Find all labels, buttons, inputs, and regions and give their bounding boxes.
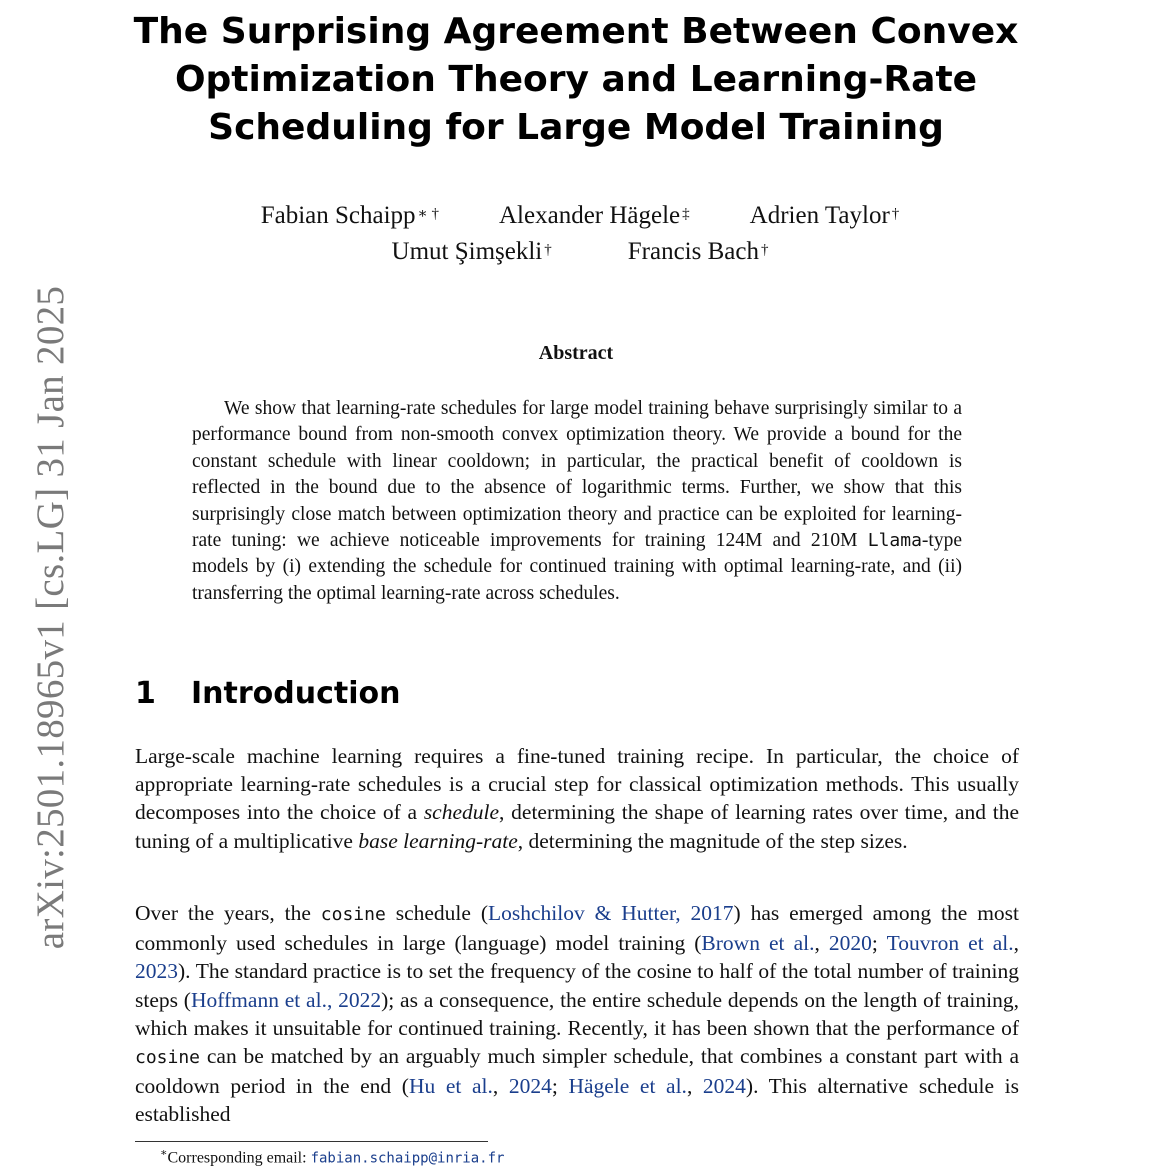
emphasis: schedule [423,800,500,825]
author: Umut Şimşekli † [391,238,552,265]
arxiv-side-identifier [8,285,93,950]
author-row-2 [150,234,1010,270]
title-line-1: The Surprising Agreement Between Convex [133,11,1019,52]
inline-code: cosine [320,904,386,925]
footnote-divider [135,1141,488,1142]
arxiv-id-text: arXiv:2501.18965v1 [cs.LG] 31 Jan 2025 [29,285,73,950]
author: Fabian Schaipp ∗ † [260,202,439,229]
title-line-3: Scheduling for Large Model Training [208,107,944,148]
section-number: 1 [135,676,156,711]
intro-paragraph-1: Large-scale machine learning requires a fine-tuned training recipe. In particular, the choice of appropriate learning-rate schedules is a crucial step for classical optimization methods. This usually decomposes into the choice of a schedule, determining the shape of learning rates over time, and the tuning of a multiplicative base learning-rate, determining the magnitude of the step sizes. [135,744,1019,853]
email-link[interactable]: fabian.schaipp@inria.fr [310,1150,505,1167]
author: Adrien Taylor † [749,202,900,229]
section-title: Introduction [191,676,401,711]
abstract-text: We show that learning-rate schedules for large model training behave surprisingly similar to a performance bound from non-smooth convex optimization theory. We provide a bound for the constant schedule with linear cooldown; in particular, the practical benefit of cooldown is reflected in the bound due to the absence of logarithmic terms. Further, we show that this surprisingly close match between optimization theory and practice can be exploited for learning-rate tuning: we achieve noticeable improvements for training 124M and 210M Llama-type models by (i) extending the schedule for continued training with optimal learning-rate, and (ii) transferring the optimal learning-rate across schedules. [192,398,962,604]
abstract-heading: Abstract [538,342,614,364]
citation-year-link[interactable]: 2020 [828,931,872,956]
author: Alexander Hägele ‡ [499,202,690,229]
citation-link[interactable]: Hu et al. [408,1074,493,1099]
author: Francis Bach † [627,238,769,265]
paper-title [120,8,1032,152]
author-list [150,198,1010,270]
intro-paragraph-2: Over the years, the cosine schedule (Loshchilov & Hutter, 2017) has emerged among the most commonly used schedules in large (language) model training (Brown et al., 2020; Touvron et al., 2023). The standard practice is to set the frequency of the cosine to half of the total number of training steps (Hoffmann et al., 2022); as a consequence, the entire schedule depends on the length of training, which makes it unsuitable for continued training. Recently, it has been shown that the performance of cosine can be matched by an arguably much simpler schedule, that combines a constant part with a cooldown period in the end (Hu et al., 2024; Hägele et al., 2024). This alternative schedule is established [135,901,1020,1127]
citation-year-link[interactable]: 2023 [135,959,178,984]
author-row-1 [150,198,1010,234]
model-name-code: Llama [867,530,922,552]
citation-link[interactable]: Loshchilov & Hutter, 2017 [487,901,734,925]
inline-code: cosine [135,1047,201,1069]
citation-link[interactable]: Brown et al. [701,931,815,956]
title-line-2: Optimization Theory and Learning-Rate [174,59,978,100]
citation-link[interactable]: Hägele et al. [568,1074,687,1099]
citation-year-link[interactable]: 2024 [702,1074,746,1099]
citation-link[interactable]: Hoffmann et al., 2022 [190,987,382,1012]
emphasis: base learning-rate [358,828,518,853]
footnote: ∗Corresponding email: fabian.schaipp@inria.fr [160,1147,505,1167]
section-heading [135,676,400,711]
citation-link[interactable]: Touvron et al. [886,931,1014,956]
citation-year-link[interactable]: 2024 [508,1074,552,1099]
